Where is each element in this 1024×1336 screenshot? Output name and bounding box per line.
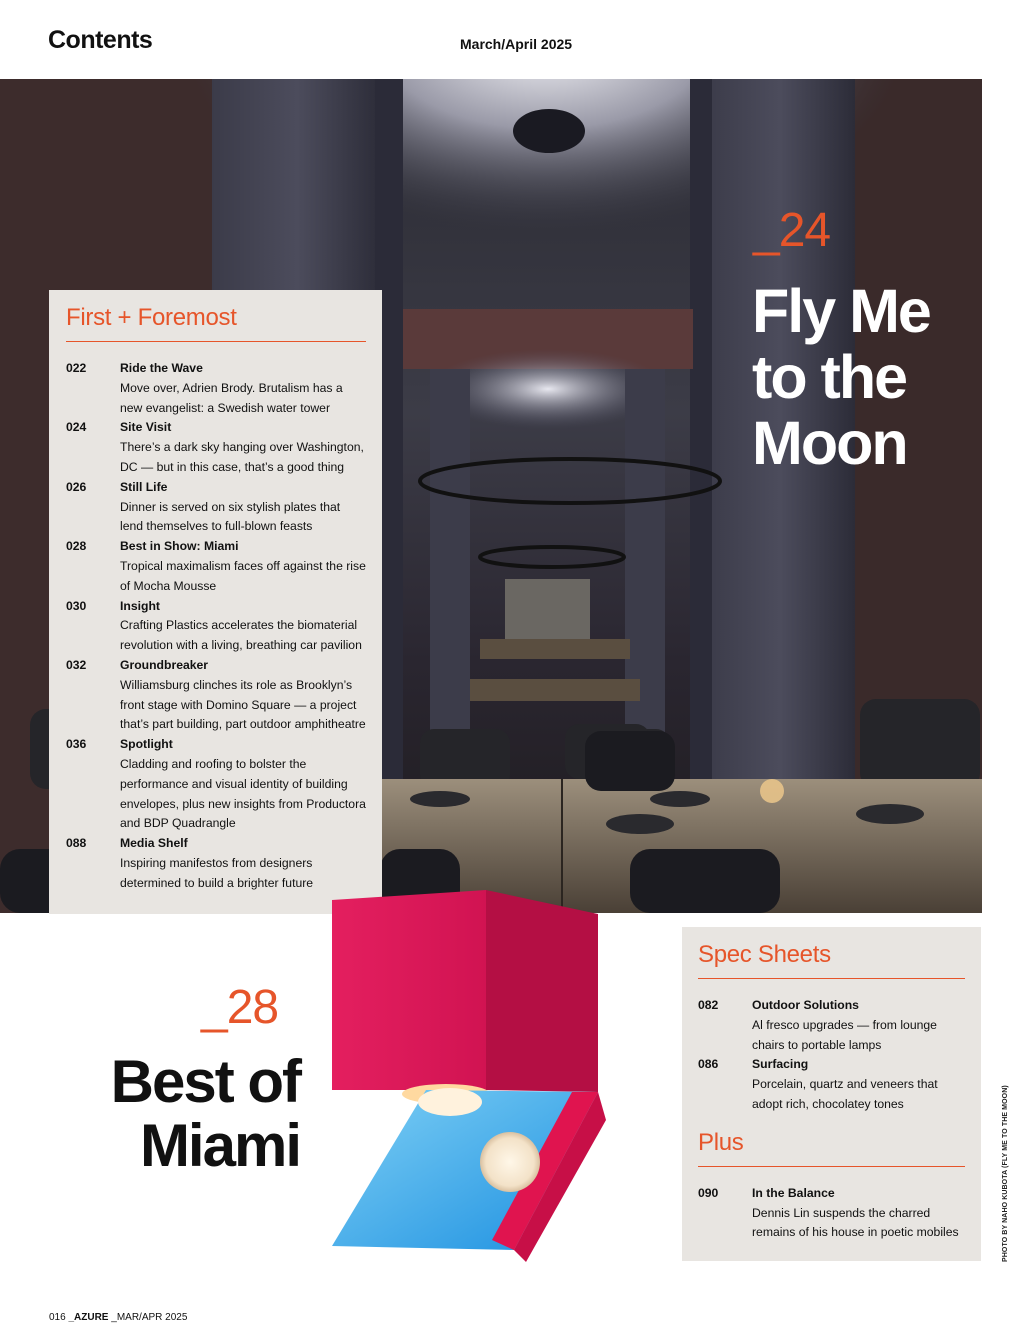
entry-body <box>120 359 366 418</box>
spec-sheets-panel <box>682 927 981 1261</box>
entry-body <box>120 597 366 656</box>
entry-description: Dennis Lin suspends the charred remains of his house in poetic mobiles <box>752 1205 959 1240</box>
contents-entry[interactable] <box>66 656 366 735</box>
feature-title[interactable]: Best of Miami <box>110 1048 300 1179</box>
folio-magazine: _AZURE <box>68 1312 109 1323</box>
contents-entry[interactable] <box>698 1055 965 1114</box>
entry-page-number: 032 <box>66 657 87 672</box>
entry-body <box>120 735 366 834</box>
first-foremost-panel <box>49 290 382 914</box>
page-title: Contents <box>48 26 153 54</box>
entry-body <box>120 834 366 893</box>
entry-description: Cladding and roofing to bolster the performance and visual identity of building envelopes, plus new insights from Productora and BDP Quadrangle <box>120 756 366 831</box>
entry-title: Site Visit <box>120 420 172 435</box>
entry-description: Porcelain, quartz and veneers that adopt rich, chocolatey tones <box>752 1077 938 1111</box>
entry-title: Surfacing <box>752 1057 809 1072</box>
feature-number: _28 <box>201 981 279 1034</box>
contents-list <box>698 996 965 1115</box>
section-heading: First + Foremost <box>66 304 366 342</box>
entry-title: Still Life <box>120 479 168 494</box>
entry-description: Williamsburg clinches its role as Brooklyn’s front stage with Domino Square — a project that’s part building, part outdoor amphitheatre <box>120 677 366 732</box>
entry-page-number: 036 <box>66 737 87 752</box>
entry-description: Dinner is served on six stylish plates that lend themselves to full-blown feasts <box>120 499 341 534</box>
entry-body <box>120 478 366 537</box>
entry-title: Best in Show: Miami <box>120 539 239 554</box>
entry-description: Move over, Adrien Brody. Brutalism has a new evangelist: a Swedish water tower <box>120 380 343 415</box>
entry-page-number: 024 <box>66 420 87 435</box>
entry-body <box>752 996 965 1055</box>
section-heading: Plus <box>698 1129 965 1167</box>
entry-description: Crafting Plastics accelerates the biomaterial revolution with a living, breathing car pavilion <box>120 618 362 653</box>
entry-title: Insight <box>120 598 160 613</box>
folio-page: 016 <box>49 1312 66 1323</box>
entry-body <box>120 537 366 596</box>
contents-entry[interactable] <box>66 478 366 537</box>
entry-title: Media Shelf <box>120 836 188 851</box>
entry-body <box>752 1055 965 1114</box>
folio-issue: _MAR/APR 2025 <box>111 1312 188 1323</box>
section-heading: Spec Sheets <box>698 941 965 979</box>
entry-page-number: 022 <box>66 361 87 375</box>
entry-description: Inspiring manifestos from designers determined to build a brighter future <box>120 855 314 890</box>
contents-entry[interactable] <box>66 537 366 596</box>
entry-page-number: 090 <box>698 1185 719 1200</box>
contents-list <box>66 359 366 894</box>
feature-title[interactable]: Fly Me to the Moon <box>752 277 930 477</box>
contents-entry[interactable] <box>698 1184 965 1243</box>
contents-entry[interactable] <box>66 834 366 893</box>
entry-page-number: 088 <box>66 836 87 851</box>
entry-description: Al fresco upgrades — from lounge chairs to portable lamps <box>752 1017 937 1052</box>
entry-page-number: 026 <box>66 479 87 494</box>
entry-title: In the Balance <box>752 1185 835 1200</box>
lamp-illustration <box>326 890 606 1262</box>
entry-body <box>120 656 366 735</box>
photo-credit: PHOTO BY NAHO KUBOTA (FLY ME TO THE MOON) <box>1002 1085 1009 1262</box>
entry-body <box>120 418 366 477</box>
contents-entry[interactable] <box>66 418 366 477</box>
contents-list <box>698 1184 965 1243</box>
feature-number: _24 <box>753 204 831 257</box>
issue-date: March/April 2025 <box>460 36 573 52</box>
entry-page-number: 028 <box>66 539 87 554</box>
entry-title: Spotlight <box>120 737 173 752</box>
entry-page-number: 086 <box>698 1057 719 1072</box>
entry-page-number: 030 <box>66 598 87 613</box>
contents-entry[interactable] <box>66 597 366 656</box>
contents-entry[interactable] <box>698 996 965 1055</box>
entry-page-number: 082 <box>698 998 719 1012</box>
entry-description: There’s a dark sky hanging over Washington, DC — but in this case, that’s a good thing <box>120 440 364 474</box>
contents-entry[interactable] <box>66 359 366 418</box>
entry-title: Ride the Wave <box>120 361 203 375</box>
entry-title: Groundbreaker <box>120 657 209 672</box>
entry-body <box>752 1184 965 1243</box>
contents-entry[interactable] <box>66 735 366 834</box>
page-folio <box>49 1312 187 1323</box>
entry-description: Tropical maximalism faces off against the rise of Mocha Mousse <box>120 558 366 593</box>
entry-title: Outdoor Solutions <box>752 998 859 1012</box>
